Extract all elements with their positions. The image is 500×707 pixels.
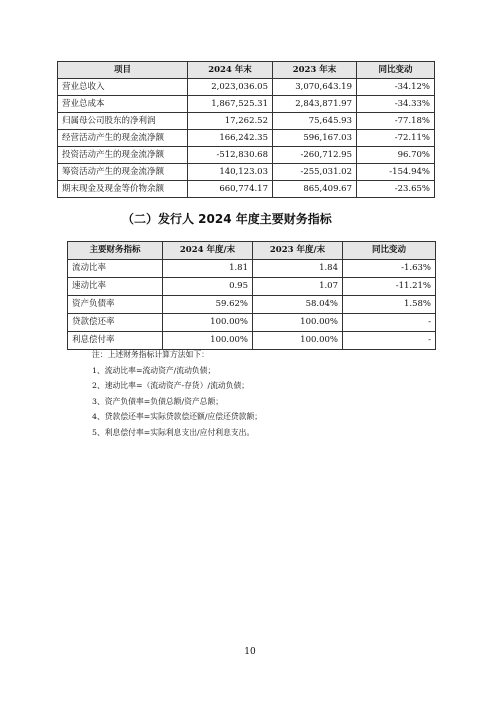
cell-2023: 100.00% (253, 314, 343, 332)
cell-change: -11.21% (343, 278, 436, 296)
note-item: 1、流动比率=流动资产/流动负债； (92, 365, 216, 375)
cell-2024: 59.62% (163, 296, 253, 314)
table-row (68, 314, 436, 332)
table-row (58, 164, 435, 181)
cell-2023: 865,409.67 (273, 181, 357, 198)
note-item: 4、贷款偿还率=实际贷款偿还额/应偿还贷款额； (92, 412, 263, 422)
table-row (58, 113, 435, 130)
table-row (58, 130, 435, 147)
column-header: 2024 年度/末 (163, 242, 253, 260)
table-row (58, 79, 435, 96)
row-label: 营业总收入 (58, 79, 188, 96)
cell-2023: 1.84 (253, 260, 343, 278)
table-header-row (58, 62, 435, 79)
cell-change: -72.11% (357, 130, 435, 147)
cell-2024: 660,774.17 (188, 181, 273, 198)
income-cashflow-table (57, 61, 435, 198)
cell-2023: 75,645.93 (273, 113, 357, 130)
table-row (58, 147, 435, 164)
row-label: 筹资活动产生的现金流净额 (58, 164, 188, 181)
row-label: 速动比率 (68, 278, 163, 296)
cell-2024: 100.00% (163, 332, 253, 350)
table-row (68, 260, 436, 278)
cell-change: -154.94% (357, 164, 435, 181)
financial-indicators-table (67, 241, 436, 350)
column-header: 2024 年末 (188, 62, 273, 79)
cell-2023: 58.04% (253, 296, 343, 314)
table-row (58, 181, 435, 198)
note-item: 5、利息偿付率=实际利息支出/应付利息支出。 (92, 427, 255, 437)
table-row (68, 278, 436, 296)
cell-change: 96.70% (357, 147, 435, 164)
row-label: 利息偿付率 (68, 332, 163, 350)
table-row (58, 96, 435, 113)
table-row (68, 296, 436, 314)
row-label: 期末现金及现金等价物余额 (58, 181, 188, 198)
cell-change: -34.33% (357, 96, 435, 113)
column-header: 项目 (58, 62, 188, 79)
column-header: 同比变动 (357, 62, 435, 79)
column-header: 2023 年末 (273, 62, 357, 79)
row-label: 流动比率 (68, 260, 163, 278)
cell-2024: 166,242.35 (188, 130, 273, 147)
cell-change: -23.65% (357, 181, 435, 198)
cell-2024: 2,023,036.05 (188, 79, 273, 96)
cell-2024: 140,123.03 (188, 164, 273, 181)
cell-2023: -255,031.02 (273, 164, 357, 181)
table-header-row (68, 242, 436, 260)
column-header: 主要财务指标 (68, 242, 163, 260)
row-label: 归属母公司股东的净利润 (58, 113, 188, 130)
section-title: （二）发行人 2024 年度主要财务指标 (122, 212, 332, 226)
cell-change: -77.18% (357, 113, 435, 130)
cell-2023: -260,712.95 (273, 147, 357, 164)
note-item: 3、资产负债率=负债总额/资产总额； (92, 396, 224, 406)
cell-2023: 1.07 (253, 278, 343, 296)
cell-2023: 3,070,643.19 (273, 79, 357, 96)
cell-2024: 1,867,525.31 (188, 96, 273, 113)
cell-2023: 2,843,871.97 (273, 96, 357, 113)
cell-change: - (343, 314, 436, 332)
row-label: 经营活动产生的现金流净额 (58, 130, 188, 147)
row-label: 贷款偿还率 (68, 314, 163, 332)
row-label: 营业总成本 (58, 96, 188, 113)
cell-2024: 1.81 (163, 260, 253, 278)
cell-2024: 100.00% (163, 314, 253, 332)
column-header: 同比变动 (343, 242, 436, 260)
formula-notes (92, 347, 262, 441)
cell-2023: 100.00% (253, 332, 343, 350)
cell-change: 1.58% (343, 296, 436, 314)
cell-2024: -512,830.68 (188, 147, 273, 164)
cell-change: -1.63% (343, 260, 436, 278)
column-header: 2023 年度/末 (253, 242, 343, 260)
cell-change: - (343, 332, 436, 350)
note-item: 2、速动比率=（流动资产-存货）/流动负债； (92, 381, 250, 391)
cell-2024: 0.95 (163, 278, 253, 296)
page-number: 10 (244, 647, 256, 657)
notes-heading: 注：上述财务指标计算方法如下： (92, 350, 209, 359)
cell-2024: 17,262.52 (188, 113, 273, 130)
row-label: 投资活动产生的现金流净额 (58, 147, 188, 164)
cell-change: -34.12% (357, 79, 435, 96)
row-label: 资产负债率 (68, 296, 163, 314)
cell-2023: 596,167.03 (273, 130, 357, 147)
